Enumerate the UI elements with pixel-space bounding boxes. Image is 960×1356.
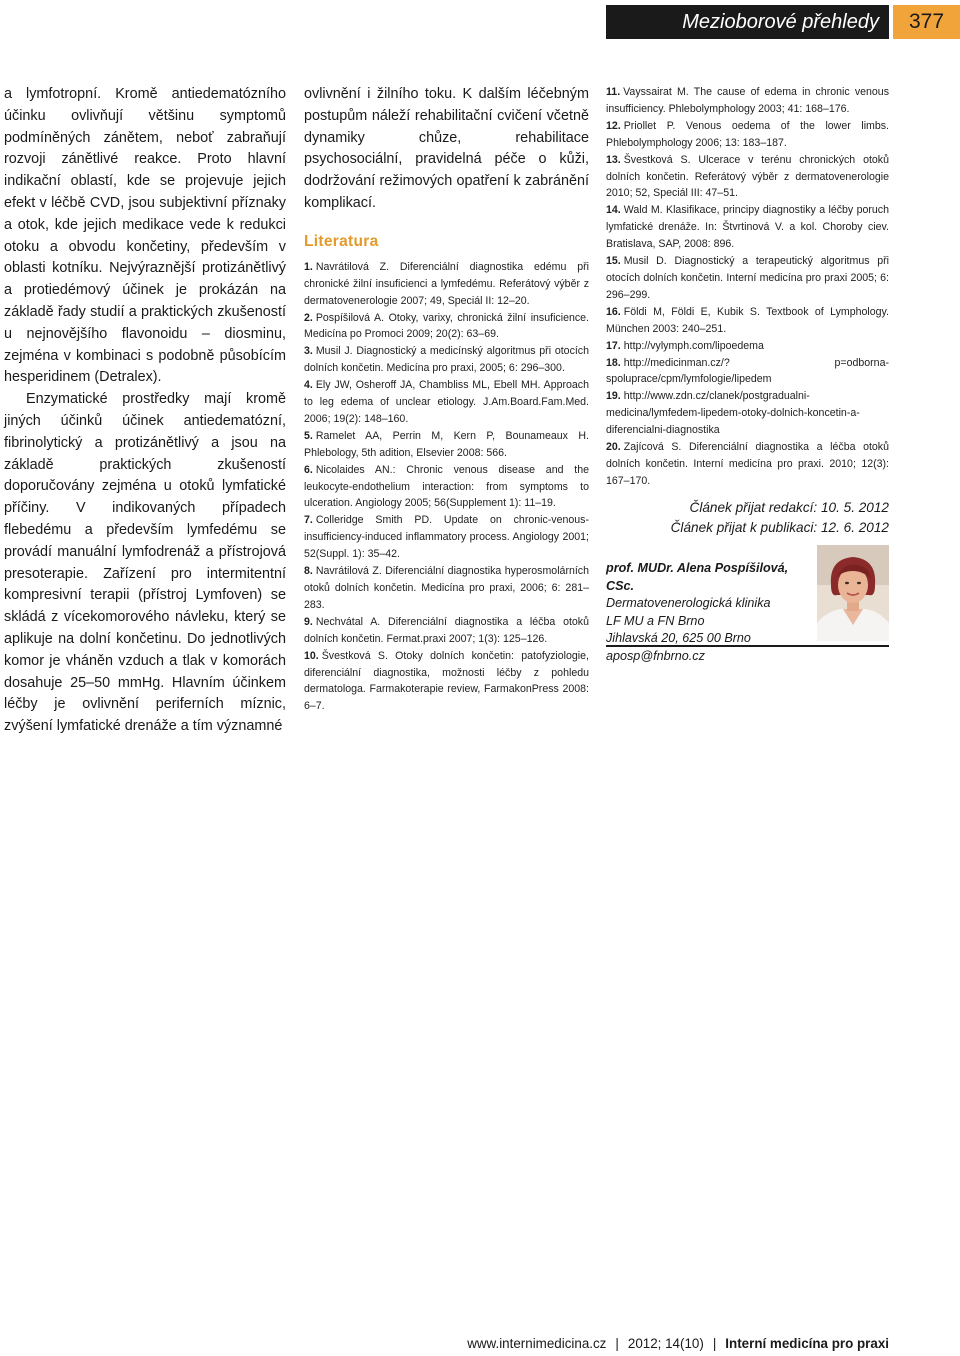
reference-list [606, 84, 889, 490]
reference-number: 1. [304, 260, 313, 273]
reference-number: 15. [606, 255, 621, 268]
reference-number: 10. [304, 649, 319, 662]
reference-text: Navrátilová Z. Diferenciální diagnostika edému při chronické žilní insuficienci a lymfedému. Referátový výběr z dermatovenerologie 2007; 49, Speciál II: 12–20. [304, 260, 589, 307]
reference-list [304, 259, 589, 715]
reference-text: Švestková S. Ulcerace v terénu chronických otoků dolních končetin. Referátový výběr z dermatovenerologie 2010; 52, Speciál III: 47–51. [606, 153, 889, 200]
paragraph: Enzymatické prostředky mají kromě jiných účinků účinek antiedematózní, fibrinolytický a protizánětlivý a jsou na základě praktických zkušeností doporučovány zejména u otoků lymfatické příčiny. V indikovaných případech flebedému a především lymfedému se provádí manuální lymfodrenáž a přístrojová presoterapie. Zařízení pro intermitentní kompresivní terapii (přístroj Lymfoven) se skládá z vícekomorového návleku, který se aplikuje na dolní končetinu. Do jednotlivých komor je vháněn vzduch a tlak v komorách dosahuje 25–50 mmHg. Hlavním účinkem léčby je ovlivnění periferních míznic, zvýšení lymfatické drenáže a tím významné [4, 391, 286, 735]
author-email[interactable]: aposp@fnbrno.cz [606, 648, 705, 663]
reference-text: Colleridge Smith PD. Update on chronic-venous-insufficiency-induced inflammatory process. Angiology 2001; 52(Suppl. 1): 35–42. [304, 514, 589, 561]
reference-number: 19. [606, 390, 621, 403]
reference-link[interactable]: http://vylymph.com/lipoedema [623, 339, 764, 352]
footer-website[interactable]: www.internimedicina.cz [467, 1336, 607, 1351]
reference-number: 16. [606, 305, 621, 318]
author-photo [817, 545, 889, 641]
reference-text: Wald M. Klasifikace, principy diagnostiky a léčby poruch lymfatické drenáže. In: Štvrtinová V. a kol. Choroby ciev. Bratislava, SAP, 2008: 896. [606, 204, 889, 251]
reference-number: 5. [304, 429, 313, 442]
reference-item [606, 355, 889, 389]
reference-item [606, 439, 889, 490]
author-block [606, 545, 889, 663]
reference-item [304, 512, 589, 563]
paragraph: a lymfotropní. Kromě antiedematózního účinku ovlivňují většinu symptomů podmíněných zánětem, neboť zabraňují rozvoji zánětlivé reakce. Proto hlavní indikační oblastí, kde se projevuje jejich efekt v léčbě CVD, jsou subjektivní příznaky a otok, kde jejich medikace vede k redukci otoku a obvodu končetiny, především v oblasti kotníku. Nejvýraznější protizánětlivý a protiedémový účinek je prokázán na základě řady studií a praktických zkušeností u nejnovějšího flavonoidu – diosminu, zejména v kombinaci s podobně působícím hesperidinem (Detralex). [4, 86, 286, 386]
received-date: Článek přijat redakcí: 10. 5. 2012 [689, 499, 889, 515]
reference-item [304, 614, 589, 648]
author-divider [606, 645, 889, 647]
author-name: prof. MUDr. Alena Pospíšilová, CSc. [606, 561, 789, 593]
reference-item [606, 202, 889, 253]
column-2 [304, 84, 589, 715]
reference-number: 13. [606, 153, 621, 166]
reference-number: 4. [304, 379, 313, 392]
reference-item [606, 304, 889, 338]
page-number: 377 [893, 5, 960, 39]
accepted-date: Článek přijat k publikaci: 12. 6. 2012 [670, 519, 889, 535]
reference-text: Musil D. Diagnostický a terapeutický algoritmus při otocích dolních končetin. Interní medicína pro praxi 2005; 6: 296–299. [606, 255, 889, 301]
column-3 [606, 84, 889, 538]
reference-item [606, 338, 889, 355]
reference-number: 6. [304, 463, 313, 476]
article-dates [606, 498, 889, 538]
reference-text: Navrátilová Z. Diferenciální diagnostika hyperosmolárních otoků dolních končetin. Medicína pro praxi, 2006; 6: 281–283. [304, 565, 589, 611]
reference-number: 14. [606, 204, 621, 217]
references-heading: Literatura [304, 232, 379, 250]
reference-text: Zajícová S. Diferenciální diagnostika a léčba otoků dolních končetin. Interní medicína pro praxi. 2010; 12(3): 167–170. [606, 441, 889, 487]
author-address: Jihlavská 20, 625 00 Brno [606, 631, 751, 645]
reference-text: Nechvátal A. Diferenciální diagnostika a léčba otoků dolních končetin. Fermat.praxi 2007; 1(3): 125–126. [304, 615, 589, 645]
reference-text: Ely JW, Osheroff JA, Chambliss ML, Ebell MH. Approach to leg edema of unclear etiology. J.Am.Board.Fam.Med. 2006; 19(2): 148–160. [304, 379, 589, 425]
page-footer [460, 1336, 889, 1351]
reference-text: Ramelet AA, Perrin M, Kern P, Bounameaux H. Phlebology, 5th adition, Elsevier 2008: 566. [304, 429, 589, 459]
reference-item [304, 310, 589, 344]
reference-item [304, 343, 589, 377]
reference-item [304, 259, 589, 310]
reference-number: 3. [304, 345, 313, 358]
reference-number: 12. [606, 119, 621, 132]
column-1 [4, 84, 286, 738]
reference-item [606, 388, 889, 439]
reference-item [606, 84, 889, 118]
reference-text: Švestková S. Otoky dolních končetin: patofyziologie, diferenciální diagnostika, možnosti léčby z pohledu dermatologa. Farmakoterapie review, FarmakonPress 2008: 6–7. [304, 649, 589, 713]
reference-item [304, 563, 589, 614]
reference-text: Vayssairat M. The cause of edema in chronic venous insufficiency. Phlebolymphology 2003; 41: 168–176. [606, 86, 889, 115]
reference-number: 17. [606, 339, 621, 352]
reference-item [304, 648, 589, 716]
author-contact [606, 560, 811, 665]
footer-separator: | [615, 1336, 619, 1351]
reference-number: 11. [606, 86, 621, 98]
section-title: Mezioborové přehledy [606, 5, 889, 39]
footer-separator: | [712, 1336, 717, 1351]
reference-item [606, 118, 889, 152]
reference-item [304, 428, 589, 462]
reference-text: Pospíšilová A. Otoky, varixy, chronická žilní insuficience. Medicína po Promoci 2009; 20(2): 63–69. [304, 311, 589, 341]
author-institution: LF MU a FN Brno [606, 613, 705, 628]
paragraph: ovlivnění i žilního toku. K dalším léčebným postupům náleží rehabilitační cvičení včetně dynamiky chůze, rehabilitace psychosociální, pravidelná péče o kůži, dodržování režimových opatření k zabránění komplikací. [304, 86, 589, 211]
reference-number: 20. [606, 441, 621, 454]
author-department: Dermatovenerologická klinika [606, 596, 771, 610]
footer-issue: 2012; 14(10) [627, 1336, 704, 1351]
reference-text: Priollet P. Venous oedema of the lower limbs. Phlebolymphology 2006; 13: 183–187. [606, 119, 889, 149]
footer-journal: Interní medicína pro praxi [725, 1336, 889, 1351]
reference-number: 7. [304, 514, 313, 527]
reference-item [304, 377, 589, 428]
reference-link[interactable]: http://medicinman.cz/? p=odborna-spoluprace/cpm/lymfologie/lipedem [606, 356, 889, 386]
reference-item [606, 152, 889, 203]
reference-number: 18. [606, 356, 621, 369]
reference-link[interactable]: http://www.zdn.cz/clanek/postgradualni-medicina/lymfedem-lipedem-otoky-dolnich-koncetin-a-diferencialni-diagnostika [606, 390, 860, 437]
reference-number: 9. [304, 615, 313, 628]
reference-text: Musil J. Diagnostický a medicínský algoritmus při otocích dolních končetin. Medicína pro praxi, 2005; 6: 296–300. [304, 345, 589, 375]
reference-number: 8. [304, 565, 313, 578]
reference-item [304, 462, 589, 513]
reference-text: Földi M, Földi E, Kubik S. Textbook of Lymphology. München 2003: 240–251. [606, 305, 889, 335]
reference-number: 2. [304, 311, 313, 324]
reference-text: Nicolaides AN.: Chronic venous disease and the leukocyte-endothelium interaction: from symptoms to ulceration. Angiology 2005; 56(Supplement 1): 11–19. [304, 463, 589, 510]
reference-item [606, 253, 889, 304]
